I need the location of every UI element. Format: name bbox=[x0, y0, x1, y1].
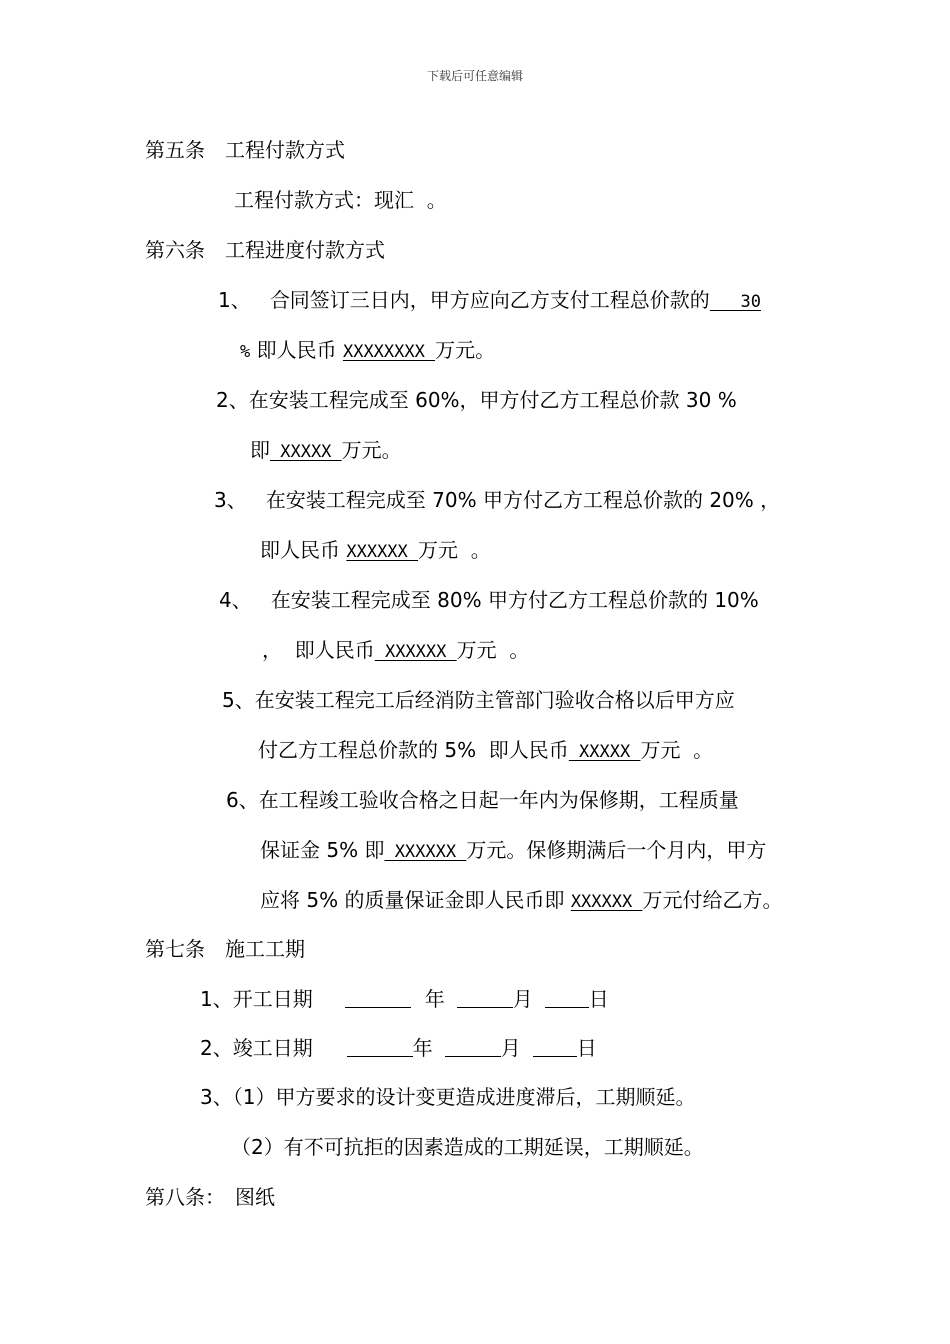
amount-value: XXXXXX bbox=[384, 842, 467, 862]
item-tail: 万元 。 bbox=[456, 638, 530, 662]
payment-method-suffix: 。 bbox=[414, 188, 447, 212]
article-5-title: 第五条 工程付款方式 bbox=[145, 138, 345, 162]
item-number: 4、 bbox=[219, 588, 252, 612]
item-text: 在工程竣工验收合格之日起一年内为保修期，工程质量 bbox=[258, 788, 739, 812]
end-date-row bbox=[200, 1036, 597, 1060]
article-6-item-3 bbox=[214, 488, 780, 512]
item-number: 3、 bbox=[214, 488, 247, 512]
amount-value: XXXXXX bbox=[346, 542, 419, 562]
item-tail: 万元 。 bbox=[418, 538, 491, 562]
amount-value: XXXXXX bbox=[570, 892, 643, 912]
article-6-item-4-cont bbox=[262, 638, 529, 664]
item-mid-text: 即人民币 bbox=[250, 338, 343, 362]
article-6-item-3-cont bbox=[260, 538, 491, 564]
article-6-item-2-cont bbox=[250, 438, 402, 464]
day-label: 日 bbox=[588, 987, 609, 1011]
amount-value: XXXXXXXX bbox=[342, 342, 436, 362]
item-tail: 万元。 bbox=[435, 338, 496, 362]
item-text: 在安装工程完工后经消防主管部门验收合格以后甲方应 bbox=[254, 688, 735, 712]
start-date-row bbox=[200, 987, 609, 1011]
amount-value: XXXXXX bbox=[374, 642, 457, 662]
start-year-blank[interactable] bbox=[345, 987, 411, 1008]
item-number: 5、 bbox=[222, 688, 255, 712]
percent-mark: % bbox=[240, 342, 251, 362]
article-6-item-6-cont-2 bbox=[260, 888, 782, 914]
month-label: 月 bbox=[500, 1036, 521, 1060]
article-6-item-5-cont bbox=[258, 738, 713, 764]
start-day-blank[interactable] bbox=[545, 987, 589, 1008]
item-tail: 万元 。 bbox=[640, 738, 714, 762]
item-prefix: 付乙方工程总价款的 5% 即人民币 bbox=[258, 738, 569, 762]
item-prefix: ， 即人民币 bbox=[262, 638, 375, 662]
page-header: 下载后可任意编辑 bbox=[426, 69, 523, 83]
item-text: 合同签订三日内，甲方应向乙方支付工程总价款的 bbox=[269, 288, 710, 312]
article-7-title: 第七条 施工工期 bbox=[145, 937, 305, 961]
item-number: 2、 bbox=[216, 388, 249, 412]
item-prefix: 即 bbox=[250, 438, 270, 462]
amount-value: XXXXX bbox=[568, 742, 641, 762]
year-label: 年 bbox=[412, 1036, 433, 1060]
article-6-item-1 bbox=[218, 288, 761, 314]
item-tail: 万元。保修期满后一个月内，甲方 bbox=[466, 838, 767, 862]
item-tail: 万元。 bbox=[341, 438, 402, 462]
item-prefix: 保证金 5% 即 bbox=[260, 838, 385, 862]
payment-method-label: 工程付款方式： bbox=[234, 188, 374, 212]
article-6-item-5 bbox=[222, 688, 735, 712]
article-5-body bbox=[234, 188, 447, 212]
article-7-item-3b: （2）有不可抗拒的因素造成的工期延误，工期顺延。 bbox=[231, 1135, 704, 1159]
payment-method-value: 现汇 bbox=[374, 188, 414, 212]
amount-value: XXXXX bbox=[270, 442, 342, 462]
article-6-item-6 bbox=[226, 788, 739, 812]
item-tail: 万元付给乙方。 bbox=[642, 888, 783, 912]
item-text: 在安装工程完成至 70% 甲方付乙方工程总价款的 20% ， bbox=[265, 488, 781, 512]
article-6-item-4 bbox=[219, 588, 759, 612]
article-8-title: 第八条： 图纸 bbox=[145, 1185, 275, 1209]
end-year-blank[interactable] bbox=[347, 1036, 413, 1057]
month-label: 月 bbox=[512, 987, 533, 1011]
day-label: 日 bbox=[576, 1036, 597, 1060]
item-prefix: 应将 5% 的质量保证金即人民币即 bbox=[260, 888, 571, 912]
end-day-blank[interactable] bbox=[533, 1036, 577, 1057]
item-number: 1、 bbox=[218, 288, 251, 312]
article-6-title: 第六条 工程进度付款方式 bbox=[145, 238, 385, 262]
start-date-label: 1、开工日期 bbox=[200, 987, 313, 1011]
start-month-blank[interactable] bbox=[457, 987, 513, 1008]
article-6-item-2 bbox=[216, 388, 737, 412]
percent-value: 30 bbox=[709, 292, 761, 312]
year-label: 年 bbox=[424, 987, 445, 1011]
item-text: 在安装工程完成至 60%，甲方付乙方工程总价款 30 % bbox=[248, 388, 737, 412]
item-number: 6、 bbox=[226, 788, 259, 812]
article-7-item-3a: 3、（1）甲方要求的设计变更造成进度滞后，工期顺延。 bbox=[200, 1085, 696, 1109]
end-month-blank[interactable] bbox=[445, 1036, 501, 1057]
item-text: 在安装工程完成至 80% 甲方付乙方工程总价款的 10% bbox=[270, 588, 759, 612]
article-6-item-1-cont bbox=[240, 338, 495, 364]
item-prefix: 即人民币 bbox=[260, 538, 347, 562]
end-date-label: 2、竣工日期 bbox=[200, 1036, 313, 1060]
article-6-item-6-cont-1 bbox=[260, 838, 766, 864]
